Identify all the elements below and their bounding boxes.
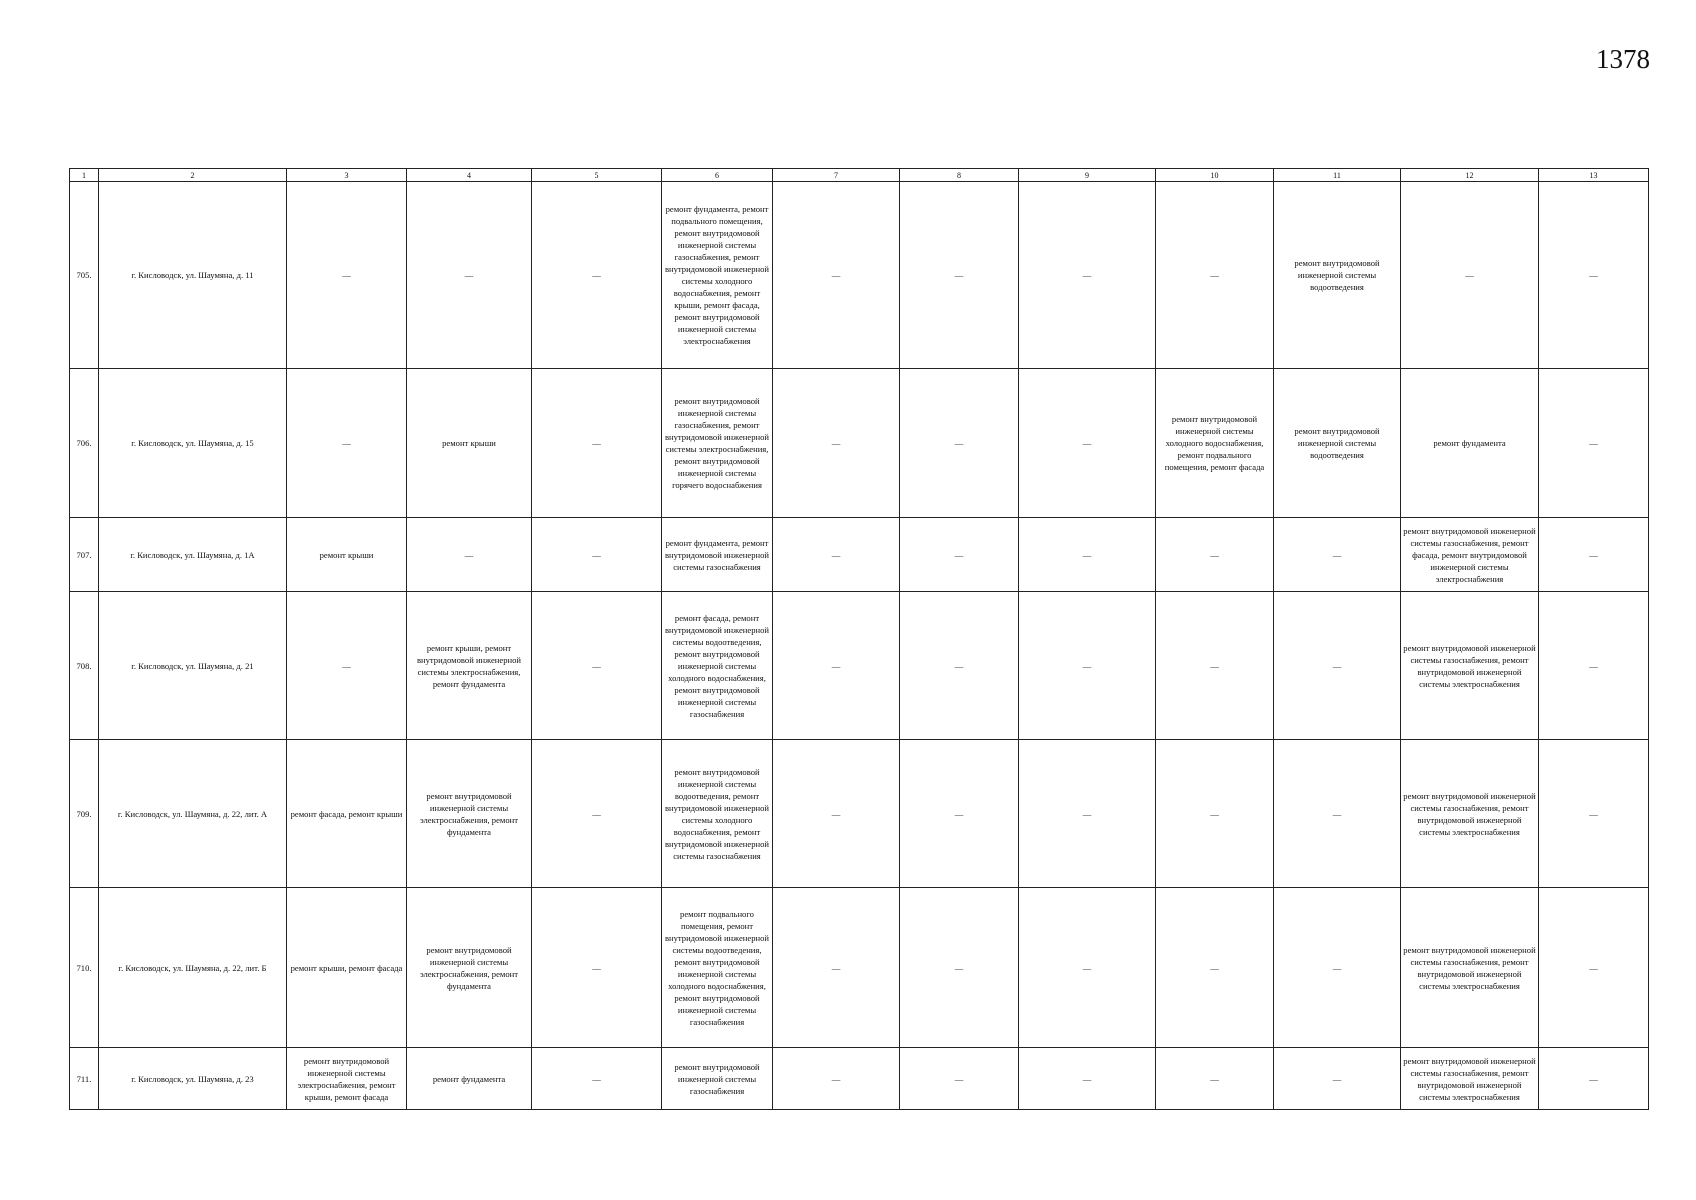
cell-col13: —	[1539, 369, 1649, 518]
cell-col8: —	[900, 182, 1019, 369]
cell-col5: —	[532, 740, 662, 888]
cell-col9: —	[1019, 369, 1156, 518]
cell-col7: —	[773, 1048, 900, 1110]
cell-col12: ремонт внутридомовой инженерной системы газоснабжения, ремонт внутридомовой инженерной системы электроснабжения	[1401, 888, 1539, 1048]
cell-col5: —	[532, 182, 662, 369]
cell-col7: —	[773, 888, 900, 1048]
address-cell: г. Кисловодск, ул. Шаумяна, д. 15	[99, 369, 287, 518]
cell-col13: —	[1539, 1048, 1649, 1110]
cell-col3: —	[287, 369, 407, 518]
cell-col7: —	[773, 518, 900, 592]
row-number: 711.	[70, 1048, 99, 1110]
cell-col11: ремонт внутридомовой инженерной системы водоотведения	[1274, 182, 1401, 369]
cell-col9: —	[1019, 888, 1156, 1048]
address-cell: г. Кисловодск, ул. Шаумяна, д. 21	[99, 592, 287, 740]
column-header: 13	[1539, 169, 1649, 182]
cell-col9: —	[1019, 518, 1156, 592]
cell-col10: —	[1156, 592, 1274, 740]
cell-col10: —	[1156, 740, 1274, 888]
cell-col8: —	[900, 1048, 1019, 1110]
column-header: 3	[287, 169, 407, 182]
cell-col12: ремонт внутридомовой инженерной системы газоснабжения, ремонт внутридомовой инженерной системы электроснабжения	[1401, 592, 1539, 740]
cell-col12: ремонт внутридомовой инженерной системы газоснабжения, ремонт фасада, ремонт внутридомовой инженерной системы электроснабжения	[1401, 518, 1539, 592]
column-header: 1	[70, 169, 99, 182]
row-number: 706.	[70, 369, 99, 518]
cell-col13: —	[1539, 592, 1649, 740]
cell-col10: ремонт внутридомовой инженерной системы холодного водоснабжения, ремонт подвального помещения, ремонт фасада	[1156, 369, 1274, 518]
table-row	[70, 888, 1649, 1048]
cell-col10: —	[1156, 1048, 1274, 1110]
cell-col11: —	[1274, 1048, 1401, 1110]
address-cell: г. Кисловодск, ул. Шаумяна, д. 23	[99, 1048, 287, 1110]
cell-col7: —	[773, 740, 900, 888]
table-row	[70, 182, 1649, 369]
cell-col4: ремонт внутридомовой инженерной системы электроснабжения, ремонт фундамента	[407, 888, 532, 1048]
cell-col8: —	[900, 592, 1019, 740]
cell-col11: —	[1274, 740, 1401, 888]
address-cell: г. Кисловодск, ул. Шаумяна, д. 22, лит. А	[99, 740, 287, 888]
cell-col4: ремонт внутридомовой инженерной системы электроснабжения, ремонт фундамента	[407, 740, 532, 888]
table-row	[70, 518, 1649, 592]
column-header: 12	[1401, 169, 1539, 182]
page-number: 1378	[1596, 44, 1650, 74]
cell-col5: —	[532, 1048, 662, 1110]
column-header: 6	[662, 169, 773, 182]
cell-col10: —	[1156, 518, 1274, 592]
cell-col4: ремонт крыши, ремонт внутридомовой инженерной системы электроснабжения, ремонт фундамента	[407, 592, 532, 740]
cell-col7: —	[773, 182, 900, 369]
cell-col9: —	[1019, 1048, 1156, 1110]
cell-col5: —	[532, 592, 662, 740]
address-cell: г. Кисловодск, ул. Шаумяна, д. 22, лит. Б	[99, 888, 287, 1048]
cell-col3: ремонт крыши, ремонт фасада	[287, 888, 407, 1048]
cell-col10: —	[1156, 888, 1274, 1048]
table-row	[70, 369, 1649, 518]
cell-col6: ремонт внутридомовой инженерной системы газоснабжения, ремонт внутридомовой инженерной системы электроснабжения, ремонт внутридомовой инженерной системы горячего водоснабжения	[662, 369, 773, 518]
cell-col3: —	[287, 182, 407, 369]
cell-col9: —	[1019, 740, 1156, 888]
row-number: 708.	[70, 592, 99, 740]
cell-col11: —	[1274, 592, 1401, 740]
row-number: 707.	[70, 518, 99, 592]
cell-col12: ремонт внутридомовой инженерной системы газоснабжения, ремонт внутридомовой инженерной системы электроснабжения	[1401, 1048, 1539, 1110]
cell-col9: —	[1019, 182, 1156, 369]
column-header: 7	[773, 169, 900, 182]
column-header: 2	[99, 169, 287, 182]
address-cell: г. Кисловодск, ул. Шаумяна, д. 11	[99, 182, 287, 369]
table-row	[70, 592, 1649, 740]
cell-col7: —	[773, 592, 900, 740]
repair-schedule-table	[69, 168, 1649, 1110]
cell-col13: —	[1539, 888, 1649, 1048]
row-number: 710.	[70, 888, 99, 1048]
column-header: 10	[1156, 169, 1274, 182]
column-header: 5	[532, 169, 662, 182]
cell-col3: ремонт крыши	[287, 518, 407, 592]
table-row	[70, 740, 1649, 888]
cell-col12: ремонт внутридомовой инженерной системы газоснабжения, ремонт внутридомовой инженерной системы электроснабжения	[1401, 740, 1539, 888]
cell-col6: ремонт внутридомовой инженерной системы газоснабжения	[662, 1048, 773, 1110]
column-header: 8	[900, 169, 1019, 182]
cell-col13: —	[1539, 518, 1649, 592]
cell-col8: —	[900, 518, 1019, 592]
cell-col4: —	[407, 518, 532, 592]
table-row	[70, 1048, 1649, 1110]
cell-col6: ремонт фасада, ремонт внутридомовой инженерной системы водоотведения, ремонт внутридомовой инженерной системы холодного водоснабжения, ремонт внутридомовой инженерной системы газоснабжения	[662, 592, 773, 740]
column-header: 4	[407, 169, 532, 182]
cell-col6: ремонт внутридомовой инженерной системы водоотведения, ремонт внутридомовой инженерной системы холодного водоснабжения, ремонт внутридомовой инженерной системы газоснабжения	[662, 740, 773, 888]
row-number: 705.	[70, 182, 99, 369]
cell-col8: —	[900, 740, 1019, 888]
cell-col3: —	[287, 592, 407, 740]
cell-col11: ремонт внутридомовой инженерной системы водоотведения	[1274, 369, 1401, 518]
cell-col13: —	[1539, 182, 1649, 369]
cell-col11: —	[1274, 518, 1401, 592]
row-number: 709.	[70, 740, 99, 888]
cell-col7: —	[773, 369, 900, 518]
cell-col8: —	[900, 888, 1019, 1048]
cell-col5: —	[532, 518, 662, 592]
cell-col4: —	[407, 182, 532, 369]
cell-col10: —	[1156, 182, 1274, 369]
cell-col4: ремонт крыши	[407, 369, 532, 518]
column-header: 11	[1274, 169, 1401, 182]
column-header: 9	[1019, 169, 1156, 182]
address-cell: г. Кисловодск, ул. Шаумяна, д. 1А	[99, 518, 287, 592]
cell-col13: —	[1539, 740, 1649, 888]
cell-col6: ремонт фундамента, ремонт подвального помещения, ремонт внутридомовой инженерной системы газоснабжения, ремонт внутридомовой инженерной системы холодного водоснабжения, ремонт крыши, ремонт фасада, ремонт внутридомовой инженерной системы электроснабжения	[662, 182, 773, 369]
cell-col5: —	[532, 369, 662, 518]
cell-col4: ремонт фундамента	[407, 1048, 532, 1110]
cell-col12: ремонт фундамента	[1401, 369, 1539, 518]
column-number-row	[70, 169, 1649, 182]
cell-col6: ремонт фундамента, ремонт внутридомовой инженерной системы газоснабжения	[662, 518, 773, 592]
cell-col11: —	[1274, 888, 1401, 1048]
cell-col9: —	[1019, 592, 1156, 740]
cell-col5: —	[532, 888, 662, 1048]
cell-col12: —	[1401, 182, 1539, 369]
cell-col3: ремонт внутридомовой инженерной системы электроснабжения, ремонт крыши, ремонт фасада	[287, 1048, 407, 1110]
cell-col8: —	[900, 369, 1019, 518]
cell-col6: ремонт подвального помещения, ремонт внутридомовой инженерной системы водоотведения, ремонт внутридомовой инженерной системы холодного водоснабжения, ремонт внутридомовой инженерной системы газоснабжения	[662, 888, 773, 1048]
cell-col3: ремонт фасада, ремонт крыши	[287, 740, 407, 888]
